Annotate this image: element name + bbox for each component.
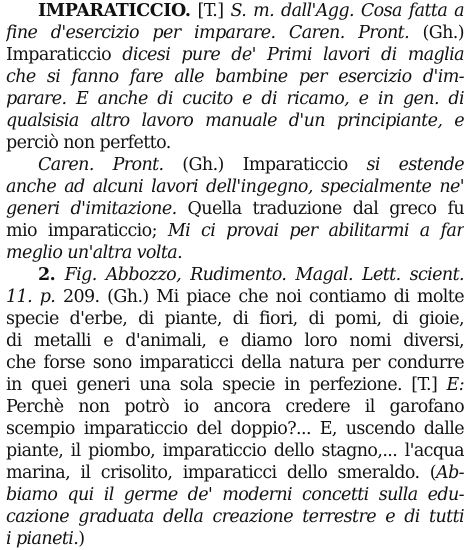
text-segment: 209. (Gh.) Mi piace che noi contiamo di molte	[62, 287, 464, 307]
text-segment: [T.]	[197, 1, 231, 21]
entry-line-19	[6, 396, 464, 418]
text-segment: Imparaticcio	[242, 155, 367, 175]
entry-line-15	[6, 308, 464, 330]
entry-line-17	[6, 352, 464, 374]
text-segment: che si fanno fare alle bambine per esercizio d'im-	[6, 67, 464, 87]
entry-line-9	[6, 176, 464, 198]
text-segment: mio imparaticcio;	[6, 221, 168, 241]
text-segment: generi d'imitazione.	[6, 199, 188, 219]
entry-line-13	[6, 264, 464, 286]
text-segment: che forse sono imparaticci della natura per condurre	[6, 353, 464, 373]
sense-number: 2.	[38, 265, 65, 285]
text-segment: cazione graduata della creazione terrestre e di tutti	[6, 507, 464, 527]
text-segment: in quei generi una sola specie in perfezione. [T.]	[6, 375, 447, 395]
text-segment: anche ad alcuni lavori dell'ingegno, specialmente ne'	[6, 177, 464, 197]
text-segment: 11. p.	[6, 287, 63, 307]
entry-line-8	[6, 154, 464, 176]
entry-line-21	[6, 440, 464, 462]
text-segment: perciò non perfetto.	[6, 133, 171, 153]
entry-line-4	[6, 66, 464, 88]
text-segment: dicesi pure de' Primi lavori di maglia	[122, 45, 464, 65]
entry-line-24	[6, 506, 464, 528]
entry-line-14	[6, 286, 464, 308]
entry-line-16	[6, 330, 464, 352]
text-segment: specie d'erbe, di piante, di fiori, di pomi, di gioie,	[6, 309, 464, 329]
text-segment: biamo qui il germe de' moderni concetti sulla edu-	[6, 485, 464, 505]
entry-line-25	[6, 528, 464, 550]
text-segment: parare. E anche di cucito e di ricamo, e in gen. di	[6, 89, 464, 109]
entry-headword: IMPARATICCIO.	[38, 1, 191, 21]
entry-line-7	[6, 132, 464, 154]
text-segment: Imparaticcio	[6, 45, 123, 65]
text-segment: Quella traduzione dal greco fu	[187, 199, 464, 219]
text-segment: Fig. Abbozzo, Rudimento. Magal. Lett. scient.	[64, 265, 464, 285]
text-segment: (Gh.)	[422, 23, 464, 43]
text-segment: si estende	[366, 155, 464, 175]
text-segment: marina, il crisolito, imparaticci dello smeraldo. (	[6, 463, 437, 483]
entry-line-1	[6, 0, 464, 22]
text-segment: scempio imparaticcio del doppio?... E, uscendo dalle	[6, 419, 464, 439]
text-segment: E:	[446, 375, 464, 395]
text-segment: di metalli e d'animali, e diamo loro nomi diversi,	[6, 331, 464, 351]
text-segment: Ab-	[436, 463, 464, 483]
entry-line-10	[6, 198, 464, 220]
text-segment: Perchè non potrò io ancora credere il garofano	[6, 397, 464, 417]
entry-line-23	[6, 484, 464, 506]
entry-line-22	[6, 462, 464, 484]
text-segment: fine d'esercizio per imparare. Caren. Pront.	[6, 23, 423, 43]
text-segment: Caren. Pront.	[38, 155, 183, 175]
text-segment: i pianeti.	[6, 529, 79, 549]
text-segment: S. m. dall'Agg. Cosa fatta a	[230, 1, 464, 21]
entry-line-3	[6, 44, 464, 66]
entry-line-20	[6, 418, 464, 440]
text-segment: meglio un'altra volta.	[6, 243, 183, 263]
entry-line-18	[6, 374, 464, 396]
text-segment: piante, il piombo, imparaticcio dello stagno,... l'acqua	[6, 441, 464, 461]
entry-line-2	[6, 22, 464, 44]
entry-line-6	[6, 110, 464, 132]
entry-line-11	[6, 220, 464, 242]
text-segment: Mi ci provai per abilitarmi a far	[167, 221, 464, 241]
text-segment: qualsisia altro lavoro manuale d'un principiante, e	[6, 111, 464, 131]
entry-line-5	[6, 88, 464, 110]
text-segment: )	[78, 529, 85, 549]
text-segment: (Gh.)	[182, 155, 243, 175]
entry-line-12	[6, 242, 464, 264]
